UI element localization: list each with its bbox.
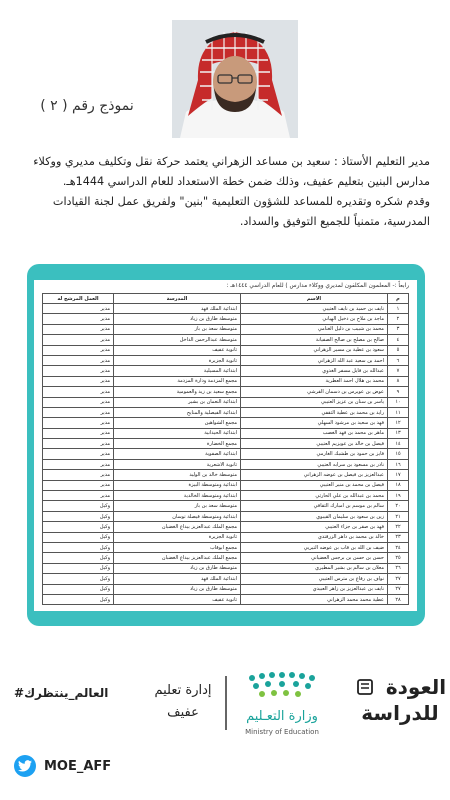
- school-name: ابتدائية الملك فهد: [114, 304, 241, 314]
- row-number: ١٦: [388, 459, 409, 469]
- teacher-name: سعود بن عطية بن مسير الزهراني: [241, 345, 388, 355]
- row-number: ١١: [388, 407, 409, 417]
- table-row: [43, 574, 409, 584]
- assigned-role: مدير: [43, 304, 114, 314]
- table-row: [43, 522, 409, 532]
- school-name: ابتدائية ومتوسطة فيصلة توسان: [114, 511, 241, 521]
- twitter-account[interactable]: [14, 755, 111, 777]
- teacher-name: زين بن سعود بن سليمان القيبوي: [241, 511, 388, 521]
- table-row: [43, 532, 409, 542]
- teacher-name: خالد بن محمد بن داهر الزرقتدي: [241, 532, 388, 542]
- row-number: ٢٠: [388, 501, 409, 511]
- teacher-name: عبدالله بن فايل مسفر الغذوي: [241, 366, 388, 376]
- table-row: [43, 366, 409, 376]
- assigned-role: مدير: [43, 355, 114, 365]
- assignments-table: [42, 293, 409, 605]
- table-row: [43, 314, 409, 324]
- assigned-role: مدير: [43, 418, 114, 428]
- svg-text:العودة: العودة: [385, 675, 447, 699]
- row-number: ٦: [388, 355, 409, 365]
- assigned-role: مدير: [43, 407, 114, 417]
- assigned-role: مدير: [43, 345, 114, 355]
- row-number: ١٥: [388, 449, 409, 459]
- row-number: ٤: [388, 335, 409, 345]
- column-header-number: م: [388, 294, 409, 304]
- row-number: ١٢: [388, 418, 409, 428]
- row-number: ٢: [388, 314, 409, 324]
- table-row: [43, 387, 409, 397]
- school-name: ابتدائية الفيصلية والمنايح: [114, 407, 241, 417]
- table-row: [43, 418, 409, 428]
- school-name: ابتدائية الحيدانية: [114, 428, 241, 438]
- school-name: متوسطة عبدالرحمن الداخل: [114, 335, 241, 345]
- row-number: ٣: [388, 324, 409, 334]
- school-name: مجمع سعيد بن زيد والعمومية: [114, 387, 241, 397]
- ministry-name-arabic: وزارة التعـليم: [246, 709, 318, 724]
- school-name: ثانوية عفيف: [114, 594, 241, 604]
- svg-text:للدراسة: للدراسة: [361, 701, 439, 725]
- school-name: ابتدائية النعمان بن بشير: [114, 397, 241, 407]
- table-row: [43, 345, 409, 355]
- assigned-role: مدير: [43, 366, 114, 376]
- column-header-name: الاسم: [241, 294, 388, 304]
- table-row: [43, 397, 409, 407]
- table-row: [43, 594, 409, 604]
- assigned-role: وكيل: [43, 594, 114, 604]
- teacher-name: احمد بن سعيد عبد الله الزهراني: [241, 355, 388, 365]
- teacher-name: نايف بن عبدالعزيز بن زاهر العبيدي: [241, 584, 388, 594]
- school-name: متوسطة طارق بن زياد: [114, 563, 241, 573]
- school-name: مجمع الملك عبدالعزيز بيداع الغضبان: [114, 553, 241, 563]
- table-title: رابعاً :- المعلمون المكلفون لمديري ووكلاء مدارس ) للعام الدراسي ١٤٤٤هـ :: [226, 283, 409, 289]
- teacher-name: فيصل بن خالد بن عويزيم العتيبي: [241, 439, 388, 449]
- table-header-row: [43, 294, 409, 304]
- school-name: ثانوية الجزيرة: [114, 355, 241, 365]
- school-name: متوسطة سعد بن باز: [114, 324, 241, 334]
- table-row: [43, 511, 409, 521]
- table-row: [43, 335, 409, 345]
- column-header-school: المدرسة: [114, 294, 241, 304]
- assigned-role: مدير: [43, 480, 114, 490]
- assigned-role: وكيل: [43, 542, 114, 552]
- school-name: مجمع الشواهين: [114, 418, 241, 428]
- assigned-role: مدير: [43, 397, 114, 407]
- school-name: ثانوية عفيف: [114, 345, 241, 355]
- teacher-name: نادر بن مسعود بن سرابه العتيبي: [241, 459, 388, 469]
- back-to-school-logo: [354, 668, 447, 730]
- teacher-name: نايف بن حميد بن نايف العتيبي: [241, 304, 388, 314]
- school-name: مجمع ابوقاب: [114, 542, 241, 552]
- row-number: ١: [388, 304, 409, 314]
- teacher-name: فايز بن حمود بن طشبك الغارمي: [241, 449, 388, 459]
- school-name: متوسطة طارق بن زياد: [114, 584, 241, 594]
- assigned-role: مدير: [43, 428, 114, 438]
- teacher-name: نواف بن رفاع بن مترس العتيبي: [241, 574, 388, 584]
- row-number: ٢٧: [388, 584, 409, 594]
- teacher-name: عطية محمد محمد الزهراني: [241, 594, 388, 604]
- table-row: [43, 459, 409, 469]
- column-header-role: العمل المرشح له: [43, 294, 114, 304]
- assigned-role: مدير: [43, 376, 114, 386]
- assigned-role: مدير: [43, 314, 114, 324]
- assigned-role: مدير: [43, 335, 114, 345]
- row-number: ٢٣: [388, 532, 409, 542]
- school-name: ثانوية الاشعرية: [114, 459, 241, 469]
- office-line-2: عفيف: [167, 705, 199, 720]
- teacher-name: حسن بن حسن بن برجس العضياني: [241, 553, 388, 563]
- twitter-icon[interactable]: [14, 755, 36, 777]
- announcement-paragraph-1: مدير التعليم الأستاذ : سعيد بن مساعد الزهراني يعتمد حركة نقل وتكليف مديري ووكلاء مدارس البنين بتعليم عفيف، وذلك ضمن خطة الاستعداد للعام الدراسي 1444هـ.: [33, 155, 430, 188]
- assigned-role: مدير: [43, 470, 114, 480]
- school-name: مجمع الخضارة: [114, 439, 241, 449]
- teacher-name: عوض بن عويرس بن دسمان القرشي: [241, 387, 388, 397]
- table-row: [43, 491, 409, 501]
- footer-divider: [225, 676, 227, 730]
- row-number: ٢٢: [388, 522, 409, 532]
- teacher-name: صالح بن مصلح بن صالح الصفيانة: [241, 335, 388, 345]
- ministry-name-english: Ministry of Education: [245, 728, 319, 736]
- row-number: ١٨: [388, 480, 409, 490]
- assigned-role: وكيل: [43, 501, 114, 511]
- assigned-role: وكيل: [43, 574, 114, 584]
- teacher-name: فهد بن صقر بن جزاء العتيبي: [241, 522, 388, 532]
- table-row: [43, 449, 409, 459]
- model-number-label: نموذج رقم ( ٢ ): [40, 98, 134, 114]
- row-number: ٧: [388, 366, 409, 376]
- announcement-paragraph-2: وقدم شكره وتقديره للمساعد للشؤون التعليمية "بنين" ولفريق عمل لجنة القيادات المدرسية، متمنياً للجميع التوفيق والسداد.: [52, 195, 430, 228]
- assigned-role: وكيل: [43, 522, 114, 532]
- assigned-role: مدير: [43, 459, 114, 469]
- assigned-role: مدير: [43, 439, 114, 449]
- school-name: متوسطة خالد بن الوليد: [114, 470, 241, 480]
- table-row: [43, 542, 409, 552]
- announcement-text: [22, 152, 430, 232]
- teacher-name: فيصل بن محمد بن منير العتيبي: [241, 480, 388, 490]
- row-number: ١٧: [388, 470, 409, 480]
- assigned-role: وكيل: [43, 563, 114, 573]
- assigned-role: وكيل: [43, 553, 114, 563]
- school-name: ابتدائية المسيلية: [114, 366, 241, 376]
- teacher-name: معلان بن سالم بن بشير المطيري: [241, 563, 388, 573]
- assigned-role: مدير: [43, 491, 114, 501]
- row-number: ٥: [388, 345, 409, 355]
- row-number: ٢٦: [388, 563, 409, 573]
- teacher-name: فهد بن سعيد بن مرشود السهلي: [241, 418, 388, 428]
- school-name: مجمع المزدمة ودارة المزدمة: [114, 376, 241, 386]
- table-row: [43, 470, 409, 480]
- office-line-1: إدارة تعليم: [154, 683, 212, 698]
- school-name: ابتدائية الصفوية: [114, 449, 241, 459]
- table-row: [43, 480, 409, 490]
- teacher-name: رايد بن محمد بن عطية الثقفي: [241, 407, 388, 417]
- teacher-name: ياسر بن سنان بن عزيز العتيبي: [241, 397, 388, 407]
- teacher-name: عبدالعزيز بن فيصل بن عوضه الزهراني: [241, 470, 388, 480]
- row-number: ٨: [388, 376, 409, 386]
- row-number: ٢٥: [388, 553, 409, 563]
- school-name: ابتدائية ومتوسطة الخالدية: [114, 491, 241, 501]
- assigned-role: مدير: [43, 387, 114, 397]
- row-number: ٢٤: [388, 542, 409, 552]
- row-number: ٢٧: [388, 574, 409, 584]
- table-row: [43, 501, 409, 511]
- teacher-name: ماجد بن ملاح بن دخيل الهياني: [241, 314, 388, 324]
- assigned-role: وكيل: [43, 511, 114, 521]
- teacher-name: محمد بن شبيب بن دليل الغنامي: [241, 324, 388, 334]
- row-number: ٢٨: [388, 594, 409, 604]
- education-office-label: [148, 680, 218, 724]
- table-row: [43, 355, 409, 365]
- teacher-name: ماهر بن محمد بن فهد الغصب: [241, 428, 388, 438]
- row-number: ١٩: [388, 491, 409, 501]
- table-row: [43, 584, 409, 594]
- school-name: ابتدائية الملك فهد: [114, 574, 241, 584]
- director-photo: [172, 20, 298, 138]
- school-name: متوسطة سعد بن باز: [114, 501, 241, 511]
- row-number: ١٠: [388, 397, 409, 407]
- assigned-role: وكيل: [43, 584, 114, 594]
- table-row: [43, 324, 409, 334]
- table-row: [43, 439, 409, 449]
- ministry-of-education-logo: [238, 668, 326, 742]
- assigned-role: مدير: [43, 324, 114, 334]
- table-row: [43, 428, 409, 438]
- teacher-name: سالم بن موسم بن امبارك الثقافي: [241, 501, 388, 511]
- teacher-name: محمد بن هلال احمد العطرية: [241, 376, 388, 386]
- assigned-role: مدير: [43, 449, 114, 459]
- row-number: ١٤: [388, 439, 409, 449]
- table-row: [43, 563, 409, 573]
- row-number: ١٣: [388, 428, 409, 438]
- table-row: [43, 376, 409, 386]
- school-name: ابتدائية ومتوسطة البيزة: [114, 480, 241, 490]
- document-sheet: [34, 280, 417, 611]
- teacher-name: ضيف بن الله بن قاب بن عوضه التيريي: [241, 542, 388, 552]
- table-row: [43, 407, 409, 417]
- table-row: [43, 553, 409, 563]
- school-name: متوسطة طارق بن زياد: [114, 314, 241, 324]
- row-number: ٩: [388, 387, 409, 397]
- twitter-handle[interactable]: MOE_AFF: [44, 758, 112, 774]
- school-name: ثانوية الجزيرة: [114, 532, 241, 542]
- row-number: ٢١: [388, 511, 409, 521]
- table-row: [43, 304, 409, 314]
- teacher-name: محمد بن عبدالله بن علي الحارثي: [241, 491, 388, 501]
- school-name: مجمع الملك عبدالعزيز بيداع الغضبان: [114, 522, 241, 532]
- hashtag-text: #العالم_ينتظرك: [14, 686, 109, 700]
- assigned-role: وكيل: [43, 532, 114, 542]
